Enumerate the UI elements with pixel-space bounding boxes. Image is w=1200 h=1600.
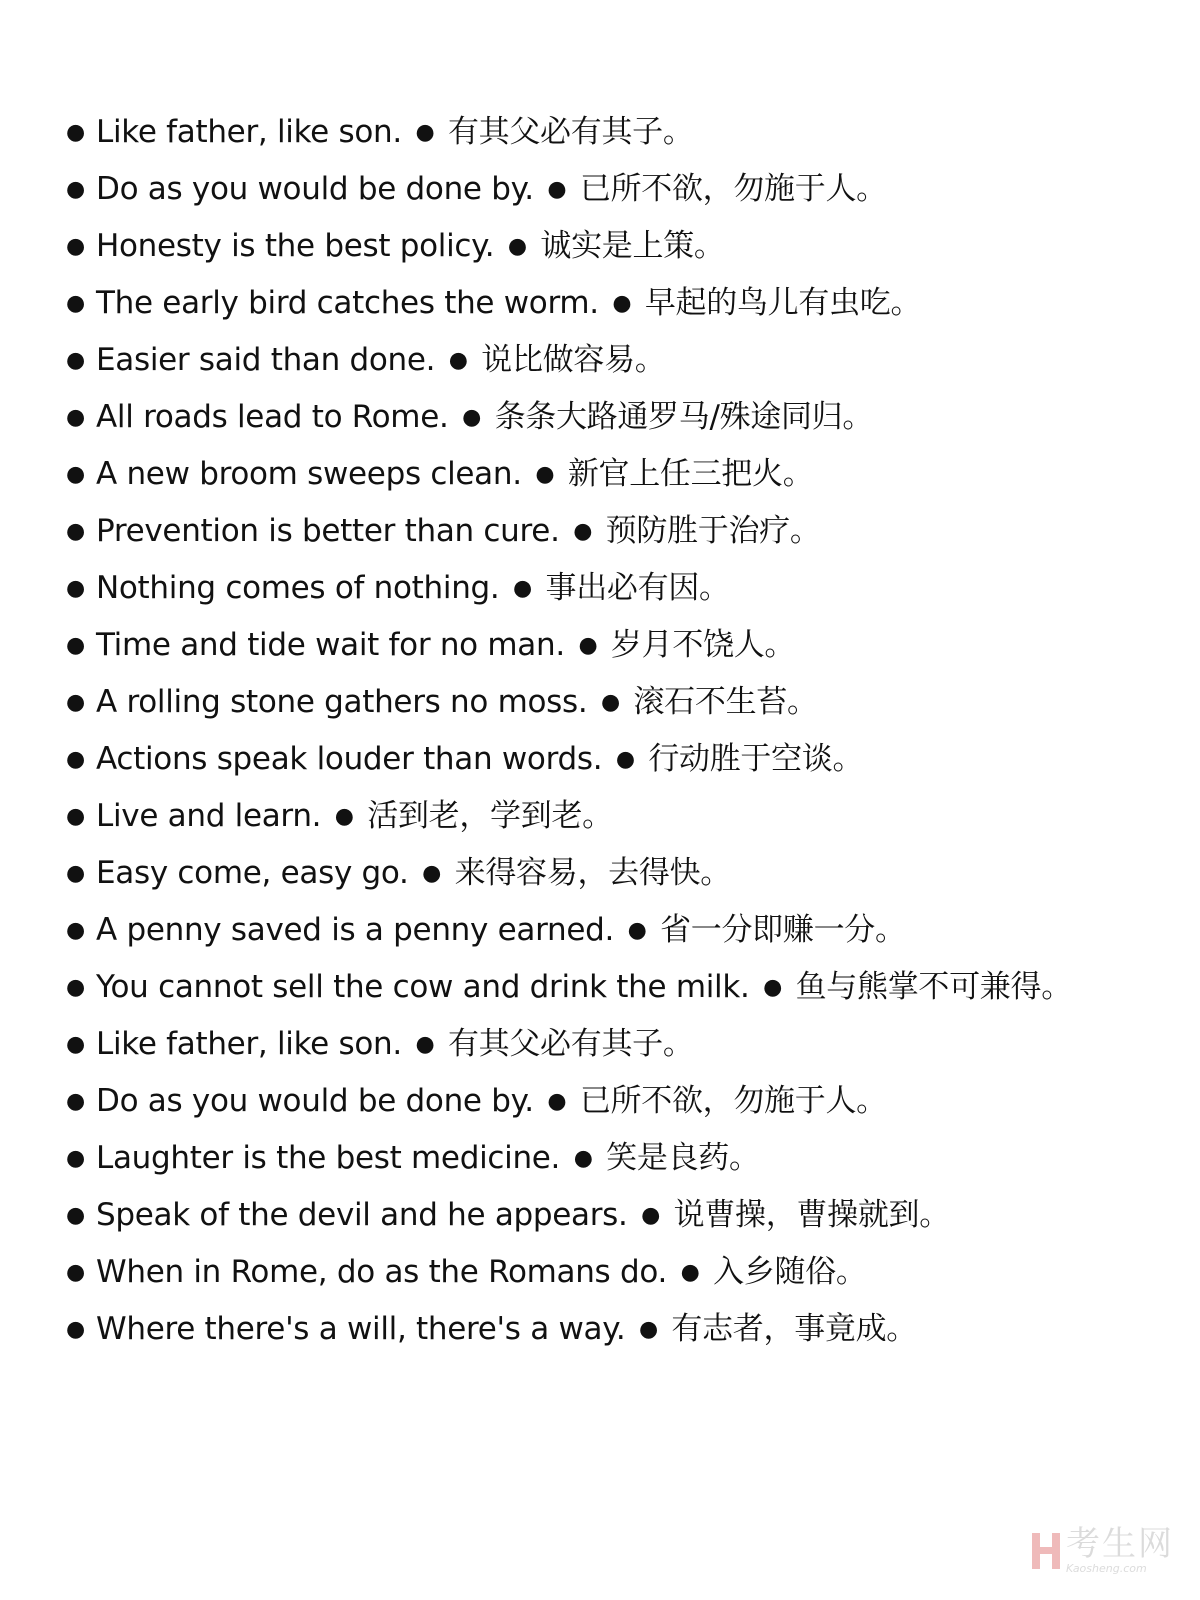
proverb-item [66,959,1186,1016]
separator-bullet-icon: ● [535,462,555,487]
proverb-chinese: 早起的鸟儿有虫吃。 [644,285,922,321]
proverb-chinese: 有志者，事竟成。 [671,1311,918,1347]
separator-bullet-icon: ● [415,120,435,145]
bullet-icon: ● [66,861,85,886]
proverb-item [66,218,1186,275]
proverb-english: Laughter is the best medicine. [96,1140,561,1176]
proverb-english: A rolling stone gathers no moss. [96,684,588,720]
bullet-icon: ● [66,1032,85,1057]
proverb-chinese: 诚实是上策。 [540,228,725,264]
proverb-english: Easy come, easy go. [96,855,409,891]
separator-bullet-icon: ● [513,576,532,601]
proverb-item [66,161,1186,218]
separator-bullet-icon: ● [507,234,527,259]
separator-bullet-icon: ● [462,405,481,430]
proverb-chinese: 已所不欲，勿施于人。 [579,171,887,207]
proverb-chinese: 岁月不饶人。 [610,627,796,663]
separator-bullet-icon: ● [578,633,598,658]
separator-bullet-icon: ● [615,747,635,772]
proverb-chinese: 已所不欲，勿施于人。 [579,1083,887,1119]
proverb-english: Where there's a will, there's a way. [96,1311,626,1347]
proverb-item [66,275,1186,332]
proverb-item [66,1016,1186,1073]
separator-bullet-icon: ● [612,291,632,316]
proverb-chinese: 有其父必有其子。 [447,1026,694,1062]
proverb-item [66,332,1186,389]
proverb-chinese: 省一分即赚一分。 [660,912,906,948]
separator-bullet-icon: ● [680,1260,700,1285]
proverb-english: Time and tide wait for no man. [96,627,565,663]
proverb-chinese: 活到老，学到老。 [367,798,613,834]
watermark-logo-icon [1032,1533,1060,1569]
bullet-icon: ● [66,1203,85,1228]
separator-bullet-icon: ● [448,348,468,373]
bullet-icon: ● [66,690,85,715]
separator-bullet-icon: ● [573,1146,593,1171]
proverb-chinese: 入乡随俗。 [713,1254,867,1290]
proverb-item [66,560,1186,617]
proverb-chinese: 说比做容易。 [481,342,666,378]
proverb-item [66,503,1186,560]
bullet-icon: ● [66,1146,85,1171]
bullet-icon: ● [66,576,85,601]
separator-bullet-icon: ● [763,975,783,1000]
proverb-chinese: 来得容易，去得快。 [454,855,731,891]
proverb-chinese: 鱼与熊掌不可兼得。 [795,969,1072,1005]
watermark-url: Kaosheng.com [1066,1562,1147,1575]
bullet-icon: ● [66,120,85,145]
proverb-chinese: 行动胜于空谈。 [648,741,864,777]
proverb-item [66,902,1186,959]
proverb-item [66,674,1186,731]
proverb-item [66,788,1186,845]
bullet-icon: ● [66,177,85,202]
proverb-english: Live and learn. [96,798,322,834]
bullet-icon: ● [66,462,85,487]
separator-bullet-icon: ● [415,1032,435,1057]
proverb-english: The early bird catches the worm. [96,285,599,321]
proverb-chinese: 条条大路通罗马/殊途同归。 [494,399,874,435]
proverb-english: Honesty is the best policy. [96,228,495,264]
bullet-icon: ● [66,1260,85,1285]
proverb-item [66,1073,1186,1130]
proverb-item [66,1244,1186,1301]
separator-bullet-icon: ● [334,804,354,829]
bullet-icon: ● [66,405,85,430]
proverb-item [66,1301,1186,1358]
proverb-chinese: 有其父必有其子。 [447,114,694,150]
separator-bullet-icon: ● [547,1089,567,1114]
bullet-icon: ● [66,348,85,373]
proverb-chinese: 预防胜于治疗。 [605,513,821,549]
proverb-english: Do as you would be done by. [96,1083,534,1119]
proverb-chinese: 滚石不生苔。 [633,684,818,720]
proverb-english: Like father, like son. [96,114,402,150]
bullet-icon: ● [66,519,85,544]
proverb-english: Nothing comes of nothing. [96,570,500,606]
proverb-item [66,446,1186,503]
proverb-english: All roads lead to Rome. [96,399,449,435]
proverb-item [66,104,1186,161]
bullet-icon: ● [66,633,85,658]
proverb-item [66,1130,1186,1187]
proverb-item [66,845,1186,902]
bullet-icon: ● [66,1317,85,1342]
bullet-icon: ● [66,975,85,1000]
bullet-icon: ● [66,291,85,316]
separator-bullet-icon: ● [627,918,647,943]
separator-bullet-icon: ● [601,690,620,715]
watermark-brand: 考生网 [1066,1524,1174,1564]
proverb-chinese: 说曹操，曹操就到。 [673,1197,950,1233]
proverb-english: Like father, like son. [96,1026,402,1062]
bullet-icon: ● [66,918,85,943]
proverb-english: Prevention is better than cure. [96,513,560,549]
proverb-english: Actions speak louder than words. [96,741,603,777]
proverb-english: Speak of the devil and he appears. [96,1197,628,1233]
separator-bullet-icon: ● [641,1203,661,1228]
proverb-english: Do as you would be done by. [96,171,534,207]
proverb-item [66,731,1186,788]
proverb-chinese: 新官上任三把火。 [567,456,814,492]
separator-bullet-icon: ● [547,177,567,202]
proverb-english: When in Rome, do as the Romans do. [96,1254,668,1290]
bullet-icon: ● [66,234,85,259]
proverb-chinese: 笑是良药。 [606,1140,760,1176]
proverb-english: Easier said than done. [96,342,436,378]
separator-bullet-icon: ● [638,1317,658,1342]
watermark [1032,1524,1174,1575]
proverb-english: You cannot sell the cow and drink the milk. [96,969,750,1005]
proverb-chinese: 事出必有因。 [545,570,730,606]
bullet-icon: ● [66,804,85,829]
proverb-list [66,104,1186,1358]
proverb-item [66,617,1186,674]
proverb-english: A new broom sweeps clean. [96,456,522,492]
separator-bullet-icon: ● [422,861,442,886]
proverb-item [66,389,1186,446]
bullet-icon: ● [66,747,85,772]
separator-bullet-icon: ● [573,519,593,544]
proverb-english: A penny saved is a penny earned. [96,912,615,948]
bullet-icon: ● [66,1089,85,1114]
proverb-item [66,1187,1186,1244]
